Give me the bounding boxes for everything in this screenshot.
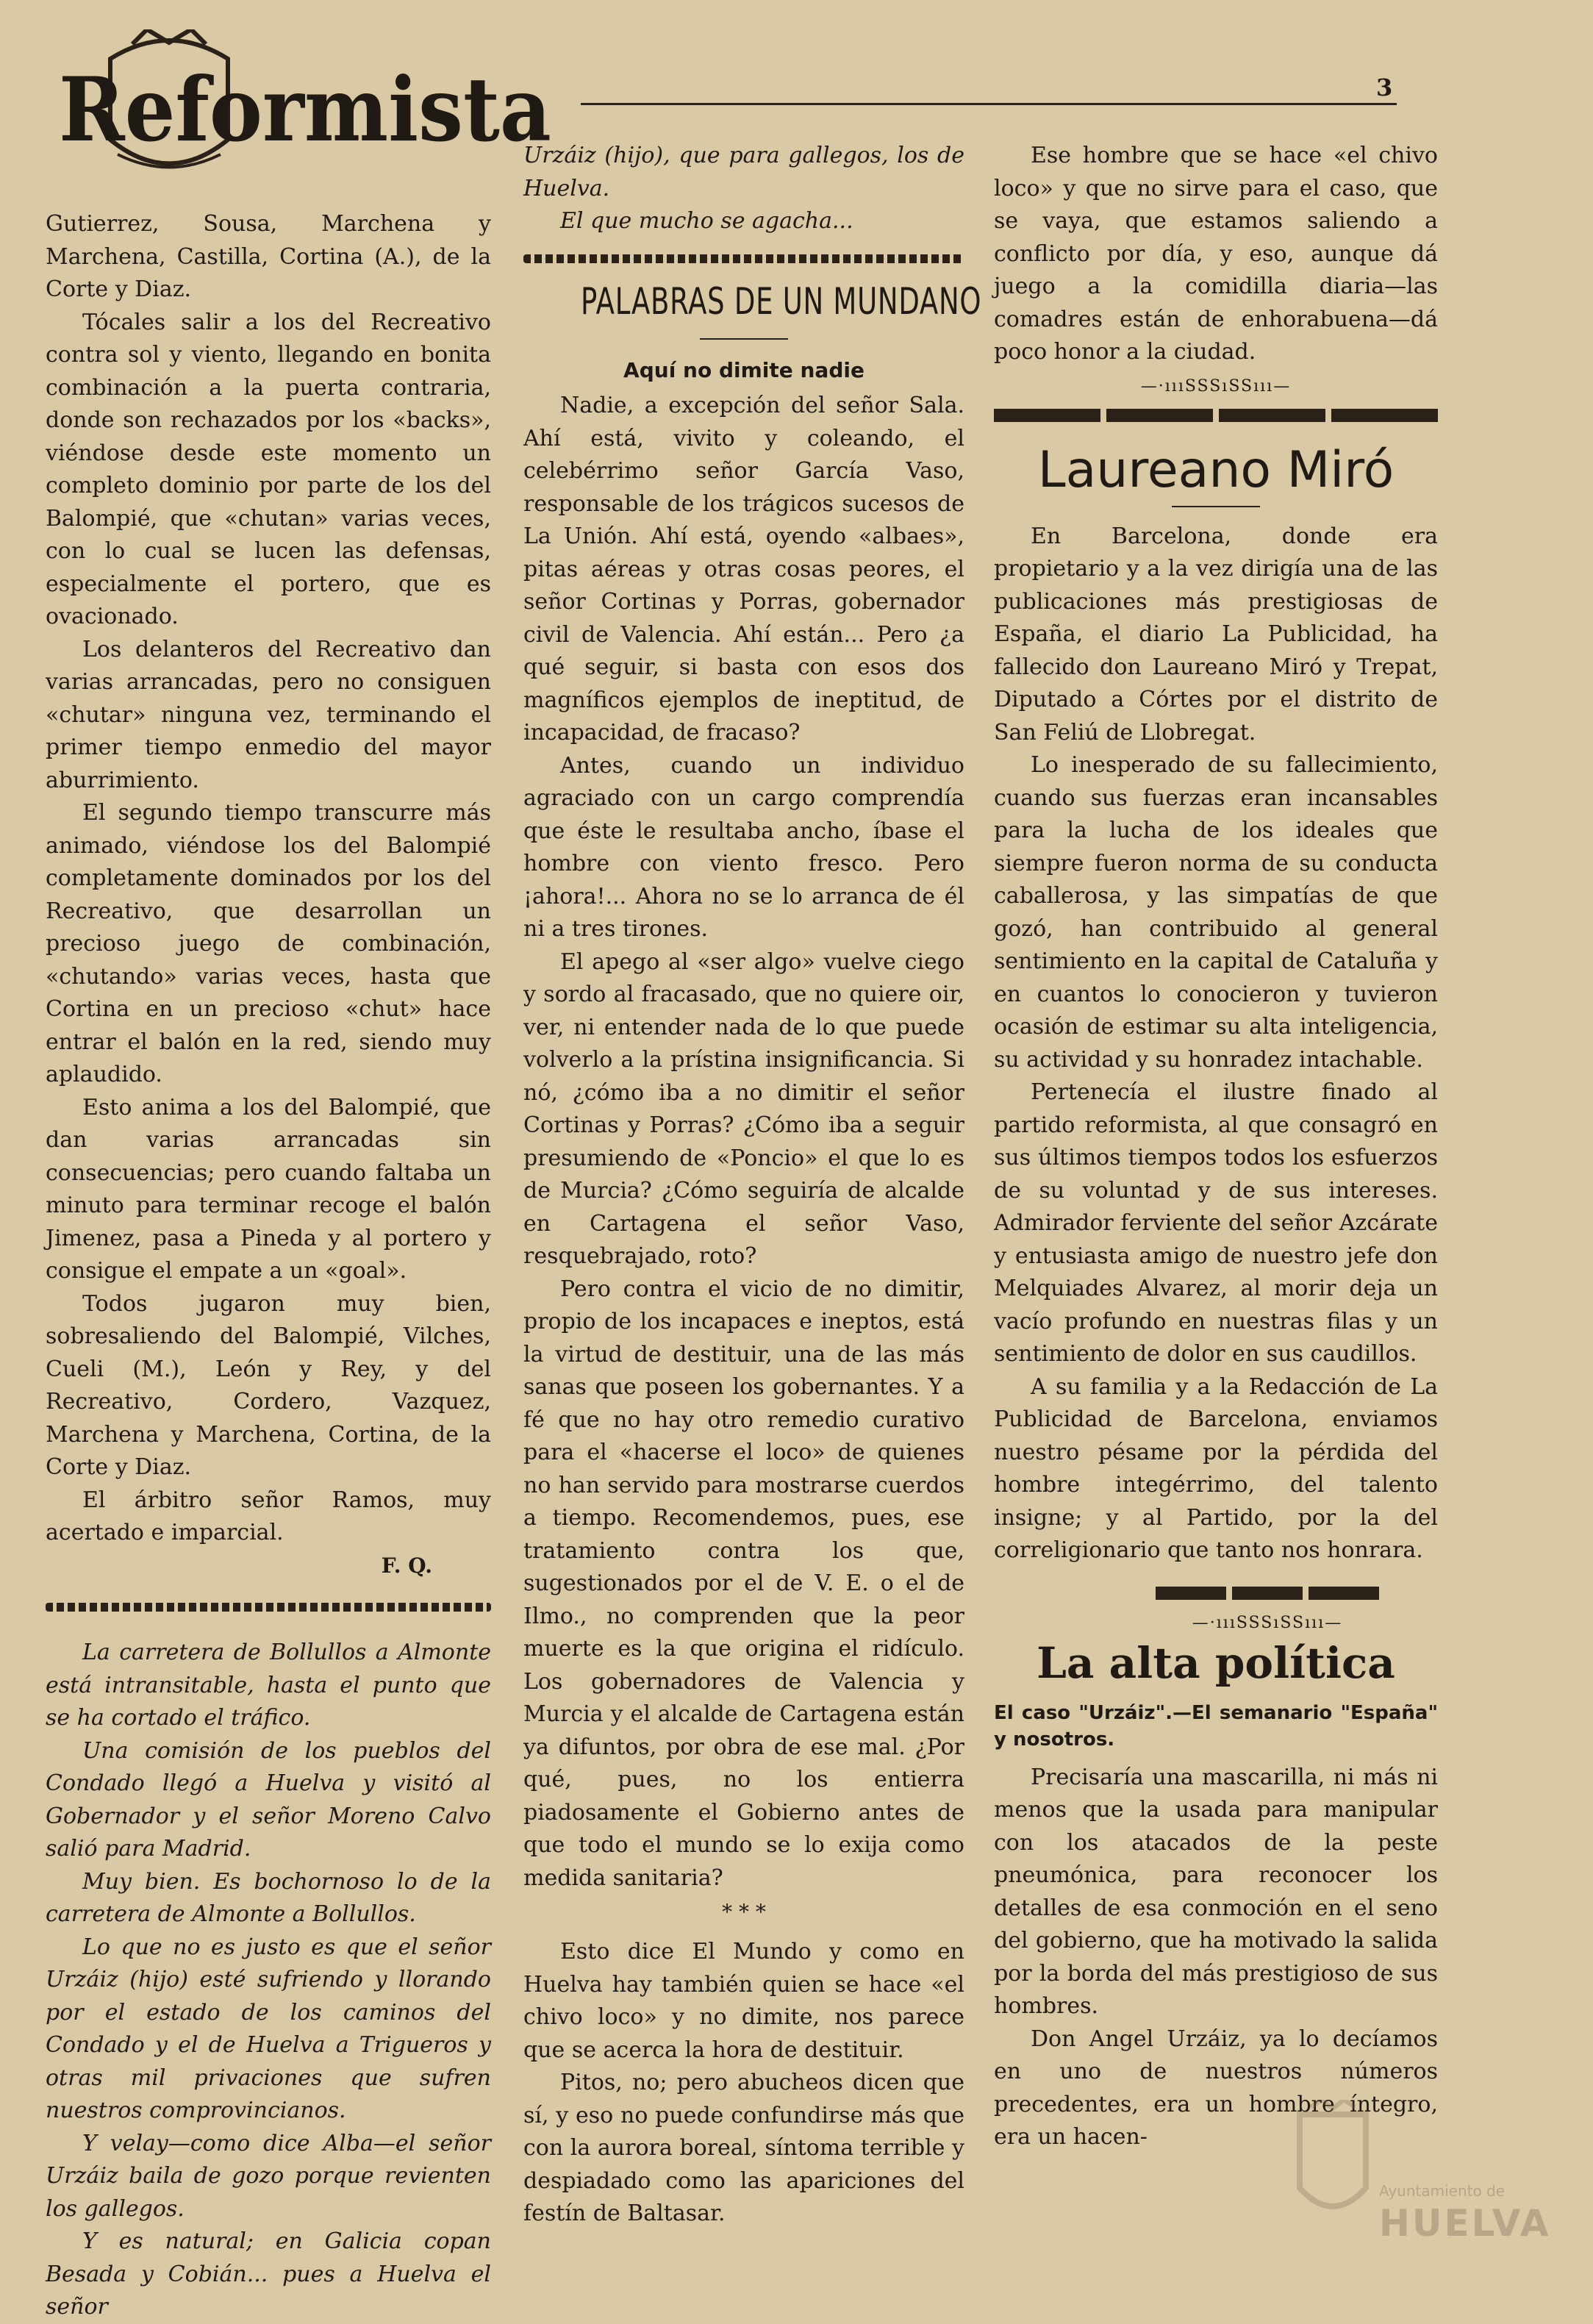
paragraph: Pertenecía el ilustre finado al partido reformista, al que consagró en sus últimos tiempos todos los esfuerzos de su voluntad y de sus intereses. Admirador ferviente del señor Azcárate y entusiasta amigo de nuestro jefe don Melquiades Alvarez, al morir deja un vacío profundo en nuestras filas y un sentimiento de dolor en sus caudillos. (994, 1079, 1438, 1367)
paragraph: Pitos, no; pero abucheos dicen que sí, y eso no puede confundirse más que con la aurora boreal, síntoma terrible y despiadado como las apariciones del festín de Baltasar. (523, 2070, 964, 2226)
italic-paragraph: Muy bien. Es bochornoso lo de la carretera de Almonte a Bollullos. (46, 1868, 491, 1927)
article-headline: La alta política (1037, 1637, 1395, 1688)
watermark-word: HUELVA (1379, 2202, 1551, 2245)
headline-rule (1172, 506, 1260, 507)
paragraph: Precisaría una mascarilla, ni más ni menos que la usada para manipular con los atacados de la peste pneumónica, para reconocer los detalles de esa conmoción en el seno del gobierno, que ha motivado la salida por la borda del más prestigioso de sus hombres. (994, 1764, 1438, 2019)
italic-paragraph: Lo que no es justo es que el señor Urzáiz (hijo) esté sufriendo y llorando por el estado de los caminos del Condado y el de Huelva a Trigueros y otras mil privaciones que sufren nuestros comprovincianos. (46, 1934, 491, 2123)
column-3 (994, 140, 1438, 2154)
article-headline: PALABRAS DE UN MUNDANO (581, 279, 982, 323)
italic-paragraph: El que mucho se agacha... (560, 208, 853, 234)
column-1 (46, 208, 491, 2324)
paragraph: Todos jugaron muy bien, sobresaliendo del Balompié, Vilches, Cueli (M.), León y Rey, y del Recreativo, Cordero, Vazquez, Marchena y Marchena, Cortina, de la Corte y Diaz. (46, 1290, 491, 1480)
ornament: —·ıııSSSıSSııı— (1140, 376, 1292, 396)
article-subheading: Aquí no dimite nadie (623, 357, 864, 382)
signature: F. Q. (381, 1553, 432, 1578)
article-headline: Laureano Miró (1037, 440, 1395, 499)
masthead-title: Reformista (59, 58, 551, 162)
article-subheading: El caso "Urzáiz".—El semanario "España" y nosotros. (994, 1701, 1438, 1751)
paragraph: Esto dice El Mundo y como en Huelva hay también quien se hace «el chivo loco» y no dimite, nos parece que se acerca la hora de destituir. (523, 1939, 964, 2063)
paragraph: Don Angel Urzáiz, ya lo decíamos en uno de nuestros números precedentes, era un hombre íntegro, era un hacen- (994, 2026, 1438, 2150)
paragraph: Gutierrez, Sousa, Marchena y Marchena, Castilla, Cortina (A.), de la Corte y Diaz. (46, 211, 491, 302)
masthead-rule (581, 103, 1397, 105)
paragraph: El segundo tiempo transcurre más animado, viéndose los del Balompié completamente dominados por los del Recreativo, que desarrollan un precioso juego de combinación, «chutando» varias veces, hasta que Cortina en un precioso «chut» hace entrar el balón en la red, siendo muy aplaudido. (46, 800, 491, 1087)
paragraph: Lo inesperado de su fallecimiento, cuando sus fuerzas eran incansables para la lucha de los ideales que siempre fueron norma de su conducta caballerosa, y las simpatías de que gozó, han contribuido al general sentimiento en la capital de Cataluña y en cuantos lo conocieron y tuvieron ocasión de estimar su alta inteligencia, su actividad y su honradez intachable. (994, 752, 1438, 1073)
page-number: 3 (1376, 74, 1393, 101)
asterism: * * * (722, 1900, 766, 1924)
paragraph: Ese hombre que se hace «el chivo loco» y que no sirve para el caso, que se vaya, que estamos saliendo a conflicto por día, y eso, aunque dá juego a la comidilla diaria—las comadres están de enhorabuena—dá poco honor a la ciudad. (994, 143, 1438, 365)
paragraph: Esto anima a los del Balompié, que dan varias arrancadas sin consecuencias; pero cuando faltaba un minuto para terminar recoge el balón Jimenez, pasa a Pineda y al portero y consigue el empate a un «goal». (46, 1094, 491, 1284)
bar-separator (1156, 1587, 1379, 1600)
paragraph: Pero contra el vicio de no dimitir, propio de los incapaces e ineptos, está la virtud de destituir, una de las más sanas que poseen los gobernantes. Y a fé que no hay otro remedio curativo para el «hacerse el loco» de quienes no han servido para mostrarse cuerdos a tiempo. Recomendemos, pues, ese tratamiento contra los que, sugestionados por el de V. E. o el de Ilmo., no comprenden que la peor muerte es la que origina el ridículo. Los gobernadores de Valencia y Murcia y el alcalde de Cartagena están ya difuntos, por obra de ese mal. ¿Por qué, pues, no los entierra piadosamente el Gobierno antes de que todo el mundo se lo exija como medida sanitaria? (523, 1276, 964, 1891)
italic-paragraph: Urzáiz (hijo), que para gallegos, los de Huelva. (523, 143, 964, 201)
column-2 (523, 140, 982, 2231)
paragraph: Nadie, a excepción del señor Sala. Ahí está, vivito y coleando, el celebérrimo señor García Vaso, responsable de los trágicos sucesos de La Unión. Ahí está, oyendo «albaes», pitas aéreas y otras cosas peores, el señor Cortinas y Porras, gobernador civil de Valencia. Ahí están... Pero ¿a qué seguir, si basta con esos dos magníficos ejemplos de ineptitud, de incapacidad, de fracaso? (523, 393, 964, 746)
paragraph: El árbitro señor Ramos, muy acertado e imparcial. (46, 1487, 491, 1545)
paragraph: Los delanteros del Recreativo dan varias arrancadas, pero no consiguen «chutar» ninguna vez, terminando el primer tiempo enmedio del mayor aburrimiento. (46, 636, 491, 793)
italic-paragraph: Y velay—como dice Alba—el señor Urzáiz baila de gozo porque revienten los gallegos. (46, 2130, 491, 2222)
italic-paragraph: Una comisión de los pueblos del Condado llegó a Huelva y visitó al Gobernador y el señor Moreno Calvo salió para Madrid. (46, 1737, 491, 1862)
paragraph: Tócales salir a los del Recreativo contra sol y viento, llegando en bonita combinación a la puerta contraria, donde son rechazados por los «backs», viéndose desde este momento un completo dominio por parte de los del Balompié, que «chutan» varias veces, con lo cual se lucen las defensas, especialmente el portero, que es ovacionado. (46, 309, 491, 629)
paragraph: El apego al «ser algo» vuelve ciego y sordo al fracasado, que no quiere oir, ver, ni entender nada de lo que puede volverlo a la prístina insignificancia. Si nó, ¿cómo iba a no dimitir el señor Cortinas y Porras? ¿Cómo iba a seguir presumiendo de «Poncio» el que lo es de Murcia? ¿Cómo seguiría de alcalde en Cartagena el señor Vaso, resquebrajado, roto? (523, 948, 964, 1269)
paragraph: A su familia y a la Redacción de La Publicidad de Barcelona, enviamos nuestro pésame por la pérdida del hombre integérrimo, del talento insigne; y al Partido, por la del correligionario que tanto nos honrara. (994, 1373, 1438, 1563)
italic-paragraph: La carretera de Bollullos a Almonte está intransitable, hasta el punto que se ha cortado el tráfico. (46, 1640, 491, 1731)
italic-paragraph: Y es natural; en Galicia copan Besada y Cobián... pues a Huelva el señor (46, 2228, 491, 2320)
masthead (44, 29, 573, 184)
headline-rule (700, 338, 788, 340)
paragraph: En Barcelona, donde era propietario y a la vez dirigía una de las publicaciones más prestigiosas de España, el diario La Publicidad, ha fallecido don Laureano Miró y Trepat, Diputado a Córtes por el distrito de San Feliú de Llobregat. (994, 523, 1438, 746)
paragraph: Antes, cuando un individuo agraciado con un cargo comprendía que éste le resultaba ancho, íbase el hombre con viento fresco. Pero ¡ahora!... Ahora no se lo arranca de él ni a tres tirones. (523, 752, 964, 942)
dotted-separator (523, 254, 964, 263)
watermark-caption: Ayuntamiento de (1379, 2182, 1506, 2200)
dotted-separator (46, 1603, 491, 1612)
bar-separator (994, 409, 1438, 422)
ornament: —·ıııSSSıSSııı— (1192, 1613, 1343, 1632)
